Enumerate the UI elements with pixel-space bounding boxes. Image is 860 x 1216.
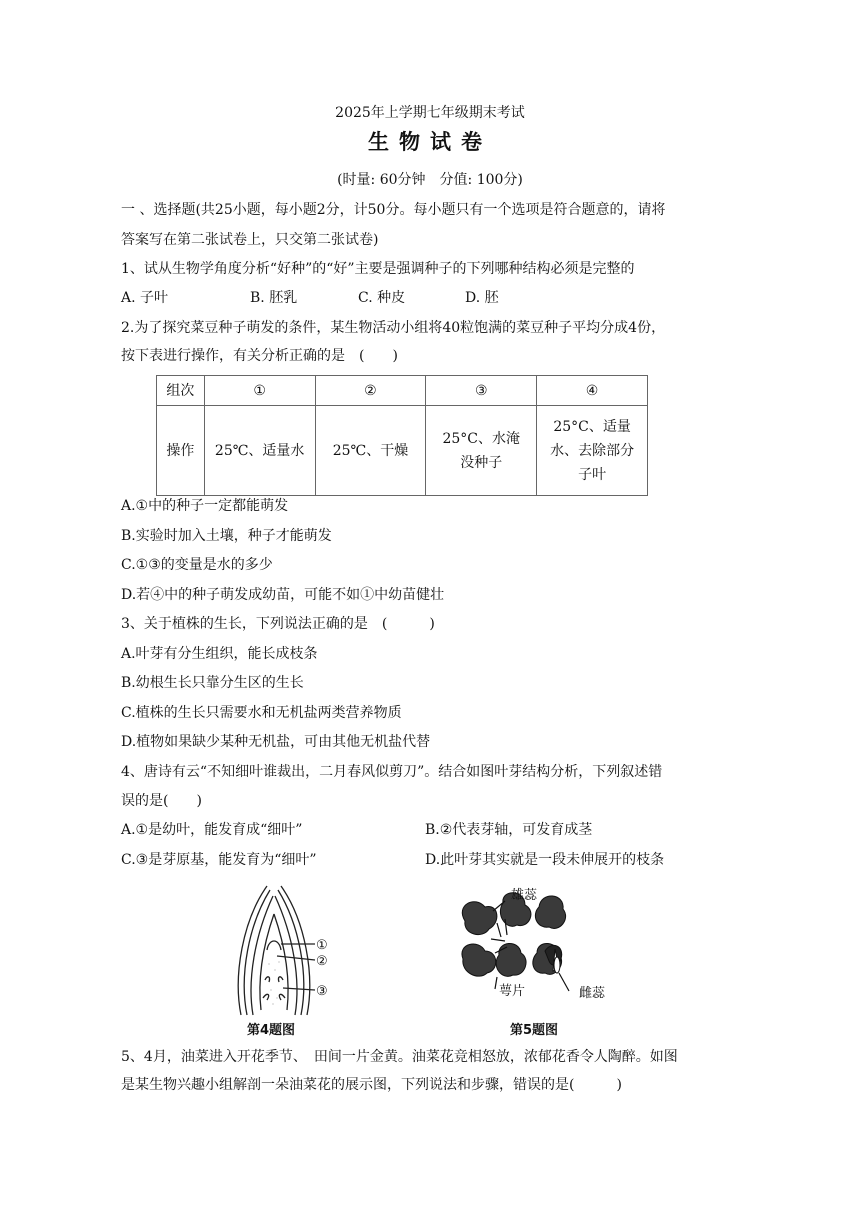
fig4-label-3: ③ [316, 984, 328, 999]
q2-table-cell: 25℃、适量水 [204, 406, 315, 496]
q4-option-b: B.②代表芽轴，可发育成茎 [425, 822, 593, 838]
section-intro-line1: 一 、选择题(共25小题，每小题2分，计50分。每小题只有一个选项是符合题意的，请将 [121, 202, 666, 218]
q2-option-a: A.①中的种子一定都能萌发 [121, 498, 289, 514]
q1-stem: 1、试从生物学角度分析“好种”的“好”主要是强调种子的下列哪种结构必须是完整的 [121, 261, 635, 277]
fig4-label-2: ② [316, 954, 328, 969]
leaf-bud-figure [225, 880, 345, 1020]
exam-subtitle: 2025年上学期七年级期末考试 [335, 105, 525, 121]
flower-dissection-figure [455, 885, 625, 1015]
fig4-label-1: ① [316, 938, 328, 953]
q2-stem-line2: 按下表进行操作，有关分析正确的是 ( ) [121, 348, 398, 364]
q2-table-cell: 25℃、干燥 [315, 406, 426, 496]
fig4-caption: 第4题图 [247, 1023, 296, 1038]
q4-option-d: D.此叶芽其实就是一段未伸展开的枝条 [425, 852, 665, 868]
q5-stem-line2: 是某生物兴趣小组解剖一朵油菜花的展示图，下列说法和步骤，错误的是( ) [121, 1077, 622, 1093]
q2-table-cell: 25°C、适量水、去除部分子叶 [537, 406, 648, 496]
q2-table-row [157, 406, 648, 496]
fig5-label-pistil: 雌蕊 [579, 986, 606, 1001]
q2-stem-line1: 2.为了探究菜豆种子萌发的条件，某生物活动小组将40粒饱满的菜豆种子平均分成4份， [121, 320, 666, 336]
q1-option-a: A. 子叶 [121, 290, 169, 306]
section-intro-line2: 答案写在第二张试卷上，只交第二张试卷) [121, 232, 379, 248]
q2-table-header-row [157, 376, 648, 406]
q3-option-c: C.植株的生长只需要水和无机盐两类营养物质 [121, 705, 402, 721]
q3-option-d: D.植物如果缺少某种无机盐，可由其他无机盐代替 [121, 734, 431, 750]
q2-table-header-cell: ② [315, 376, 426, 406]
q2-table-header-cell: ③ [426, 376, 537, 406]
fig5-label-stamen: 雄蕊 [511, 888, 538, 903]
q3-option-b: B.幼根生长只靠分生区的生长 [121, 675, 304, 691]
fig5-caption: 第5题图 [510, 1023, 559, 1038]
exam-meta: (时量: 60分钟 分值: 100分) [337, 172, 523, 188]
q1-option-c: C. 种皮 [358, 290, 406, 306]
q3-option-a: A.叶芽有分生组织，能长成枝条 [121, 646, 318, 662]
q2-option-b: B.实验时加入土壤，种子才能萌发 [121, 528, 332, 544]
q2-table-header-cell: 组次 [157, 376, 205, 406]
exam-title: 生物试卷 [368, 129, 492, 154]
q2-option-c: C.①③的变量是水的多少 [121, 557, 273, 573]
q2-table-row-label: 操作 [157, 406, 205, 496]
q3-stem: 3、关于植株的生长，下列说法正确的是 ( ) [121, 616, 435, 632]
q4-stem-line2: 误的是( ) [121, 793, 202, 809]
q2-table-header-cell: ④ [537, 376, 648, 406]
q1-option-b: B. 胚乳 [250, 290, 298, 306]
q4-stem-line1: 4、唐诗有云“不知细叶谁裁出，二月春风似剪刀”。结合如图叶芽结构分析，下列叙述错 [121, 764, 663, 780]
q2-table [156, 375, 648, 496]
q4-option-c: C.③是芽原基，能发育为“细叶” [121, 852, 317, 868]
q1-option-d: D. 胚 [465, 290, 499, 306]
q2-option-d: D.若④中的种子萌发成幼苗，可能不如①中幼苗健壮 [121, 587, 445, 603]
q2-table-cell: 25°C、水淹没种子 [426, 406, 537, 496]
fig5-label-sepal: 萼片 [499, 984, 526, 999]
q5-stem-line1: 5、4月，油菜进入开花季节、 田间一片金黄。油菜花竞相怒放，浓郁花香令人陶醉。如图 [121, 1049, 678, 1065]
q4-option-a: A.①是幼叶，能发育成“细叶” [121, 822, 303, 838]
q2-table-header-cell: ① [204, 376, 315, 406]
